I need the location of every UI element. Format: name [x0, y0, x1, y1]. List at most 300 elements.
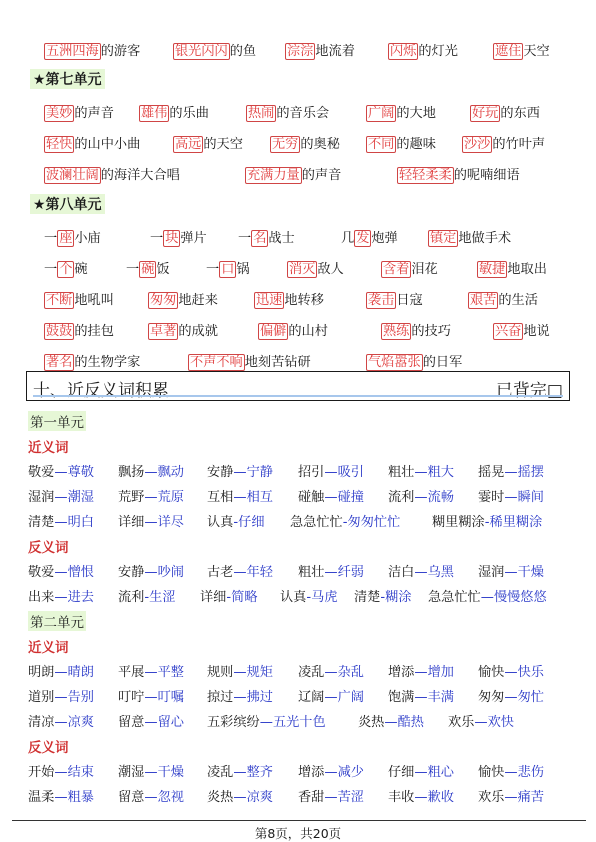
- related-word: 吸引: [337, 465, 364, 480]
- word: 明朗: [28, 665, 55, 680]
- word-pair: [118, 786, 184, 805]
- word-separator: —: [324, 665, 338, 680]
- word-separator: —: [324, 690, 338, 705]
- related-word: 摇摆: [517, 465, 544, 480]
- fill-suffix: 的挂包: [74, 324, 114, 339]
- fill-answer-box: [139, 261, 156, 278]
- related-word: 碰撞: [337, 490, 364, 505]
- word: 安静: [118, 565, 145, 580]
- fill-item: [270, 133, 340, 152]
- fill-answer-box: [462, 136, 492, 153]
- word-pair: [298, 486, 364, 505]
- fill-answer-box: [57, 230, 74, 247]
- fill-item: [150, 227, 207, 246]
- word: 规则: [207, 665, 234, 680]
- section-header: [26, 371, 570, 401]
- related-word: 晴朗: [67, 665, 94, 680]
- section-title: 十、近反义词积累: [33, 381, 169, 401]
- word-pair: [478, 761, 544, 780]
- related-word: 杂乱: [337, 665, 364, 680]
- word-pair: [298, 561, 364, 580]
- fill-answer-box: [246, 105, 276, 122]
- word-pair: [28, 686, 94, 705]
- fill-item: [493, 40, 550, 59]
- fill-answer-box: [44, 136, 74, 153]
- fill-answer: 消灭: [289, 262, 316, 277]
- word-pair: [388, 661, 454, 680]
- word-separator: —: [504, 665, 518, 680]
- fill-suffix: 碗: [74, 262, 88, 277]
- fill-item: [246, 102, 329, 121]
- word-separator: —: [504, 765, 518, 780]
- fill-suffix: 的声音: [301, 168, 342, 183]
- word: 炎热: [207, 790, 234, 805]
- word-separator: —: [414, 790, 428, 805]
- fill-answer-box: [366, 136, 396, 153]
- fill-prefix: 一: [206, 262, 220, 277]
- word: 招引: [298, 465, 325, 480]
- word: 洁白: [388, 565, 415, 580]
- word: 愉快: [478, 665, 505, 680]
- word-separator: —: [384, 715, 398, 730]
- fill-item: [477, 258, 547, 277]
- fill-answer: 广阔: [368, 106, 395, 121]
- fill-answer: 不断: [46, 293, 73, 308]
- word-separator: —: [233, 565, 247, 580]
- word-separator: —: [144, 715, 158, 730]
- word: 潮湿: [118, 765, 145, 780]
- word-separator: -: [144, 590, 150, 605]
- category-heading: 近义词: [28, 440, 69, 456]
- related-word: 留心: [157, 715, 184, 730]
- fill-answer: 鼓鼓: [46, 324, 73, 339]
- fill-answer-box: [44, 323, 74, 340]
- related-word: 纤弱: [337, 565, 364, 580]
- fill-answer-box: [470, 105, 500, 122]
- word-pair: [388, 761, 454, 780]
- word: 摇晃: [478, 465, 505, 480]
- word-pair: [28, 486, 94, 505]
- fill-answer: 高远: [175, 137, 202, 152]
- fill-item: [126, 258, 170, 277]
- related-word: 慢慢悠悠: [493, 590, 547, 605]
- related-word: 仔细: [238, 515, 265, 530]
- word-separator: —: [54, 465, 68, 480]
- word: 留意: [118, 790, 145, 805]
- word-separator: -: [226, 590, 232, 605]
- fill-answer-box: [270, 136, 300, 153]
- fill-suffix: 的奥秘: [300, 137, 340, 152]
- word: 增添: [298, 765, 325, 780]
- word-pair: [28, 461, 94, 480]
- fill-suffix: 敌人: [317, 262, 344, 277]
- fill-answer: 名: [253, 231, 267, 246]
- fill-answer: 座: [59, 231, 73, 246]
- fill-answer-box: [44, 292, 74, 309]
- fill-answer-box: [493, 43, 523, 60]
- word-pair: [298, 461, 364, 480]
- word-pair: [28, 711, 94, 730]
- fill-answer: 卓著: [150, 324, 177, 339]
- word-separator: —: [144, 515, 158, 530]
- word-separator: —: [480, 590, 494, 605]
- related-word: 丰满: [427, 690, 454, 705]
- fill-answer-box: [254, 292, 284, 309]
- fill-answer-box: [245, 167, 302, 184]
- word: 温柔: [28, 790, 55, 805]
- fill-prefix: 一: [126, 262, 140, 277]
- unit-heading: ★第八单元: [30, 194, 105, 214]
- fill-suffix: 的竹叶声: [492, 137, 546, 152]
- fill-suffix: 的声音: [74, 106, 114, 121]
- fill-answer-box: [188, 354, 245, 371]
- related-word: 增加: [427, 665, 454, 680]
- related-word: 瞬间: [517, 490, 544, 505]
- word-pair: [28, 561, 94, 580]
- fill-suffix: 地赶来: [178, 293, 218, 308]
- word-pair: [388, 561, 454, 580]
- fill-suffix: 的海洋大合唱: [100, 168, 180, 183]
- word-pair: [298, 761, 364, 780]
- word: 敬爱: [28, 565, 55, 580]
- related-word: 结束: [67, 765, 94, 780]
- fill-item: [44, 227, 101, 246]
- word-pair: [478, 686, 544, 705]
- word: 丰收: [388, 790, 415, 805]
- word-separator: —: [233, 490, 247, 505]
- unit-heading: 第二单元: [28, 611, 86, 631]
- word-pair: [118, 561, 184, 580]
- word-separator: —: [233, 690, 247, 705]
- fill-item: [287, 258, 344, 277]
- fill-item: [470, 102, 540, 121]
- fill-suffix: 的生活: [498, 293, 538, 308]
- word-separator: —: [414, 565, 428, 580]
- fill-item: [148, 320, 218, 339]
- fill-suffix: 的生物学家: [74, 355, 141, 370]
- fill-answer: 熟练: [383, 324, 410, 339]
- word: 出来: [28, 590, 55, 605]
- fill-item: [366, 351, 462, 370]
- word: 敬爱: [28, 465, 55, 480]
- fill-answer-box: [366, 292, 396, 309]
- word: 愉快: [478, 765, 505, 780]
- fill-answer: 袭击: [368, 293, 395, 308]
- fill-suffix: 的游客: [100, 44, 141, 59]
- fill-suffix: 饭: [156, 262, 170, 277]
- word-separator: —: [474, 715, 488, 730]
- fill-suffix: 的灯光: [418, 44, 458, 59]
- related-word: 平整: [157, 665, 184, 680]
- fill-answer-box: [381, 323, 411, 340]
- related-word: 吵闹: [157, 565, 184, 580]
- related-word: 糊涂: [385, 590, 412, 605]
- word: 凌乱: [207, 765, 234, 780]
- fill-item: [468, 289, 538, 308]
- fill-answer-box: [493, 323, 523, 340]
- related-word: 整齐: [246, 765, 273, 780]
- fill-answer: 热闹: [248, 106, 275, 121]
- word: 湿润: [28, 490, 55, 505]
- category-heading: 反义词: [28, 540, 69, 556]
- page-footer: 第8页，共20页: [254, 826, 342, 841]
- fill-answer-box: [287, 261, 317, 278]
- word: 仔细: [388, 765, 415, 780]
- fill-answer-box: [366, 105, 396, 122]
- fill-answer: 不声不响: [190, 355, 243, 370]
- word-pair: [118, 586, 176, 605]
- word-pair: [478, 661, 544, 680]
- fill-suffix: 地刻苦钻研: [244, 355, 311, 370]
- fill-answer-box: [148, 323, 178, 340]
- related-word: 明白: [67, 515, 94, 530]
- related-word: 歉收: [427, 790, 454, 805]
- related-word: 宁静: [246, 465, 273, 480]
- word: 霎时: [478, 490, 505, 505]
- fill-suffix: 锅: [236, 262, 250, 277]
- fill-item: [366, 102, 436, 121]
- fill-answer-box: [366, 354, 423, 371]
- word-separator: —: [144, 490, 158, 505]
- word-separator: —: [504, 465, 518, 480]
- fill-answer-box: [44, 105, 74, 122]
- word-separator: —: [504, 490, 518, 505]
- word-separator: —: [324, 765, 338, 780]
- fill-answer: 无穷: [272, 137, 299, 152]
- word-separator: —: [54, 715, 68, 730]
- fill-item: [44, 164, 180, 183]
- word: 流利: [118, 590, 145, 605]
- fill-item: [285, 40, 355, 59]
- fill-item: [381, 258, 438, 277]
- related-word: 粗心: [427, 765, 454, 780]
- word-separator: -: [306, 590, 312, 605]
- fill-answer-box: [173, 43, 230, 60]
- related-word: 年轻: [246, 565, 273, 580]
- fill-item: [139, 102, 209, 121]
- word-separator: -: [233, 515, 239, 530]
- fill-answer: 淙淙: [287, 44, 314, 59]
- unit-heading: 第一单元: [28, 411, 86, 431]
- related-word: 告别: [67, 690, 94, 705]
- related-word: 憎恨: [67, 565, 94, 580]
- fill-suffix: 的山村: [288, 324, 328, 339]
- related-word: 干燥: [517, 565, 544, 580]
- word-separator: —: [144, 465, 158, 480]
- related-word: 规矩: [246, 665, 273, 680]
- word-separator: —: [324, 565, 338, 580]
- word-pair: [358, 711, 424, 730]
- word: 详细: [118, 515, 145, 530]
- related-word: 乌黑: [427, 565, 454, 580]
- word: 开始: [28, 765, 55, 780]
- word-separator: —: [233, 790, 247, 805]
- word: 五彩缤纷: [207, 715, 260, 730]
- word: 古老: [207, 565, 234, 580]
- word-separator: —: [54, 515, 68, 530]
- fill-item: [44, 40, 140, 59]
- fill-answer-box: [44, 354, 74, 371]
- fill-answer-box: [354, 230, 371, 247]
- word-pair: [28, 661, 94, 680]
- fill-item: [173, 40, 256, 59]
- fill-item: [428, 227, 511, 246]
- word-pair: [207, 511, 265, 530]
- fill-answer: 镇定: [430, 231, 457, 246]
- related-word: 流畅: [427, 490, 454, 505]
- word-pair: [200, 586, 258, 605]
- word-separator: —: [324, 465, 338, 480]
- related-word: 飘动: [157, 465, 184, 480]
- section-status: 已背完□: [495, 381, 563, 401]
- word-separator: —: [414, 665, 428, 680]
- word-pair: [118, 461, 184, 480]
- fill-item: [462, 133, 545, 152]
- fill-item: [44, 102, 114, 121]
- fill-answer: 碗: [141, 262, 155, 277]
- fill-answer: 银光闪闪: [175, 44, 228, 59]
- word-pair: [478, 561, 544, 580]
- related-word: 潮湿: [67, 490, 94, 505]
- fill-suffix: 地转移: [284, 293, 324, 308]
- word: 详细: [200, 590, 227, 605]
- fill-prefix: 一: [44, 262, 58, 277]
- related-word: 详尽: [157, 515, 184, 530]
- related-word: 快乐: [517, 665, 544, 680]
- related-word: 广阔: [337, 690, 364, 705]
- word: 欢乐: [478, 790, 505, 805]
- fill-suffix: 的东西: [500, 106, 540, 121]
- fill-suffix: 的大地: [396, 106, 436, 121]
- fill-answer: 匆匆: [150, 293, 177, 308]
- related-word: 进去: [67, 590, 94, 605]
- word-separator: —: [259, 715, 273, 730]
- word-pair: [207, 786, 273, 805]
- word-separator: —: [504, 790, 518, 805]
- fill-suffix: 日寇: [396, 293, 423, 308]
- word-separator: —: [144, 790, 158, 805]
- related-word: 稀里糊涂: [489, 515, 543, 530]
- word-separator: —: [144, 565, 158, 580]
- fill-suffix: 泪花: [411, 262, 438, 277]
- word-pair: [478, 486, 544, 505]
- fill-item: [238, 227, 295, 246]
- word-separator: -: [342, 515, 348, 530]
- fill-answer: 充满力量: [247, 168, 300, 183]
- section-underline: [33, 395, 563, 397]
- related-word: 相互: [246, 490, 273, 505]
- word-pair: [478, 786, 544, 805]
- related-word: 匆忙: [517, 690, 544, 705]
- word: 粗壮: [298, 565, 325, 580]
- word-separator: —: [54, 690, 68, 705]
- fill-suffix: 天空: [523, 44, 550, 59]
- word-separator: —: [144, 690, 158, 705]
- word-pair: [207, 486, 273, 505]
- fill-answer: 兴奋: [495, 324, 522, 339]
- related-word: 凉爽: [67, 715, 94, 730]
- word-separator: —: [233, 665, 247, 680]
- fill-answer: 偏僻: [260, 324, 287, 339]
- word-separator: —: [54, 790, 68, 805]
- word-separator: —: [324, 490, 338, 505]
- fill-suffix: 的音乐会: [276, 106, 330, 121]
- word-pair: [354, 586, 412, 605]
- word-separator: —: [414, 690, 428, 705]
- word-pair: [118, 486, 184, 505]
- word: 匆匆: [478, 690, 505, 705]
- fill-answer: 雄伟: [141, 106, 168, 121]
- word-separator: -: [484, 515, 490, 530]
- related-word: 悲伤: [517, 765, 544, 780]
- fill-answer: 波澜壮阔: [46, 168, 99, 183]
- related-word: 干燥: [157, 765, 184, 780]
- word: 流利: [388, 490, 415, 505]
- word-pair: [388, 686, 454, 705]
- fill-suffix: 战士: [268, 231, 295, 246]
- word: 碰触: [298, 490, 325, 505]
- fill-suffix: 的天空: [203, 137, 243, 152]
- word-pair: [207, 761, 273, 780]
- word-pair: [388, 786, 454, 805]
- fill-answer-box: [173, 136, 203, 153]
- related-word: 减少: [337, 765, 364, 780]
- related-word: 马虎: [311, 590, 338, 605]
- word-separator: —: [324, 790, 338, 805]
- related-word: 匆匆忙忙: [347, 515, 401, 530]
- word: 互相: [207, 490, 234, 505]
- word: 湿润: [478, 565, 505, 580]
- word-pair: [207, 711, 326, 730]
- fill-item: [148, 289, 218, 308]
- fill-suffix: 地流着: [315, 44, 355, 59]
- word: 道别: [28, 690, 55, 705]
- fill-suffix: 的日军: [422, 355, 463, 370]
- fill-suffix: 的呢喃细语: [453, 168, 520, 183]
- fill-answer-box: [57, 261, 74, 278]
- fill-prefix: 一: [238, 231, 252, 246]
- fill-answer: 遮住: [495, 44, 522, 59]
- related-word: 痛苦: [517, 790, 544, 805]
- fill-item: [258, 320, 328, 339]
- fill-answer: 口: [221, 262, 235, 277]
- word-pair: [207, 461, 273, 480]
- word: 香甜: [298, 790, 325, 805]
- fill-suffix: 的鱼: [229, 44, 257, 59]
- fill-item: [188, 351, 311, 370]
- word-pair: [290, 511, 400, 530]
- fill-answer-box: [381, 261, 411, 278]
- word: 急急忙忙: [290, 515, 343, 530]
- related-word: 拂过: [246, 690, 273, 705]
- fill-item: [254, 289, 324, 308]
- fill-suffix: 的技巧: [411, 324, 451, 339]
- fill-suffix: 地说: [523, 324, 550, 339]
- fill-item: [44, 258, 88, 277]
- word-pair: [118, 711, 184, 730]
- fill-answer: 个: [59, 262, 73, 277]
- fill-prefix: 一: [44, 231, 58, 246]
- fill-item: [366, 133, 436, 152]
- related-word: 欢快: [487, 715, 514, 730]
- fill-answer: 轻快: [46, 137, 73, 152]
- fill-suffix: 地取出: [507, 262, 547, 277]
- word-pair: [388, 461, 454, 480]
- related-word: 粗暴: [67, 790, 94, 805]
- word-pair: [28, 586, 94, 605]
- fill-answer: 轻轻柔柔: [399, 168, 452, 183]
- fill-suffix: 弹片: [180, 231, 207, 246]
